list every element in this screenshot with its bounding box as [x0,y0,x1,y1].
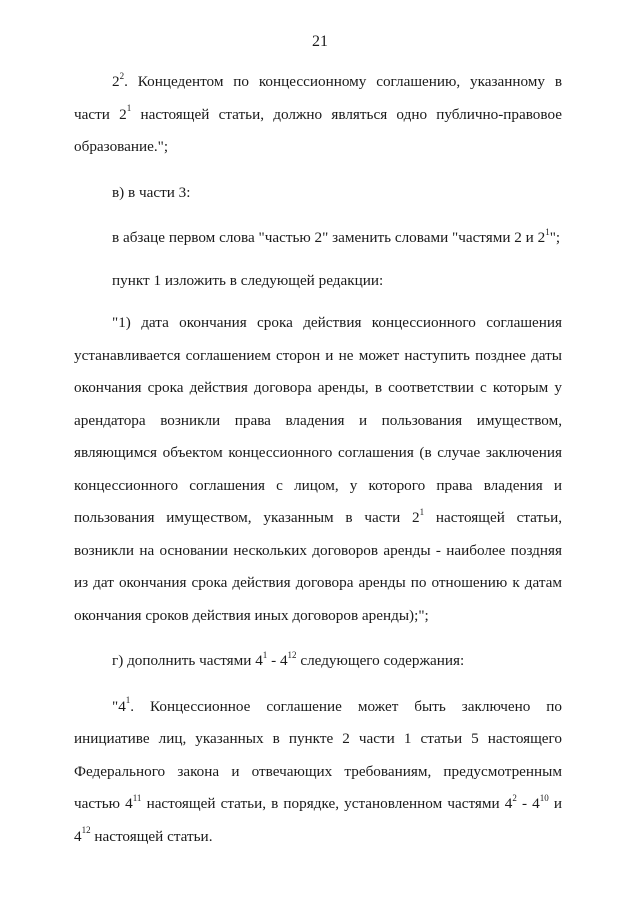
paragraph-text: - 4 [267,652,288,669]
paragraph-text: в абзаце первом слова "частью 2" заменить словами "частями 2 и 2 [112,229,546,246]
paragraph-text: . Концедентом по концессионному соглашению, указанному в части 2 [74,73,562,123]
paragraph-item-g [74,645,562,678]
paragraph-text: пункт 1 изложить в следующей редакции: [112,271,384,289]
superscript-index: 2 [119,70,125,81]
superscript-index: 1 [419,506,425,517]
paragraph-text: "1) дата окончания срока действия концессионного соглашения устанавливается соглашением сторон и не может наступить позднее даты окончания срока действия договора аренды, в соответствии с которым у арендатора возникли права владения и пользования имуществом, являющимся объектом концессионного соглашения (в случае заключения концессионного соглашения с лицом, у которого права владения и пользования имуществом, указанным в части 2 [74,314,562,526]
paragraph-text: 2 [112,73,120,90]
paragraph-text: "4 [112,697,126,715]
paragraph-text: настоящей статьи, возникли на основании нескольких договоров аренды - наиболее поздняя из дат окончания срока действия договора аренды по отношению к датам окончания сроков действия иных договоров аренды);"; [74,509,562,624]
page-number: 21 [312,33,328,50]
superscript-index: 1 [262,649,268,660]
paragraph-text: . Концессионное соглашение может быть заключено по инициативе лиц, указанных в пункте 2 части 1 статьи 5 настоящего Федерального закона и отвечающих требованиям, предусмотренным частью 4 [74,697,562,812]
superscript-index: 1 [125,695,131,706]
paragraph-text: настоящей статьи, должно являться одно публично-правовое образование."; [74,105,562,155]
paragraph-text: "; [549,229,561,246]
paragraph-text: и 4 [74,795,563,845]
superscript-index: 1 [126,103,132,114]
paragraph-item-v [74,177,562,210]
paragraph-text: настоящей статьи. [90,827,213,845]
superscript-index: 2 [512,792,517,803]
paragraph-first-abzac [74,222,562,255]
superscript-index: 10 [539,792,549,803]
paragraph-text: в) в части 3: [112,183,191,201]
superscript-index: 11 [132,792,142,803]
paragraph-text: настоящей статьи, в порядке, установленном частями 4 [141,795,513,812]
paragraph-text: - 4 [516,795,540,812]
paragraph-point-1-intro [74,265,562,298]
paragraph-text: г) дополнить частями 4 [112,652,263,669]
paragraph-part-4-1 [74,691,562,854]
paragraph-point-1-text [74,307,562,632]
superscript-index: 1 [545,226,550,237]
superscript-index: 12 [81,825,91,836]
document-body [74,66,562,853]
paragraph-concedent [74,66,562,164]
superscript-index: 12 [287,649,297,660]
paragraph-text: следующего содержания: [296,652,465,669]
